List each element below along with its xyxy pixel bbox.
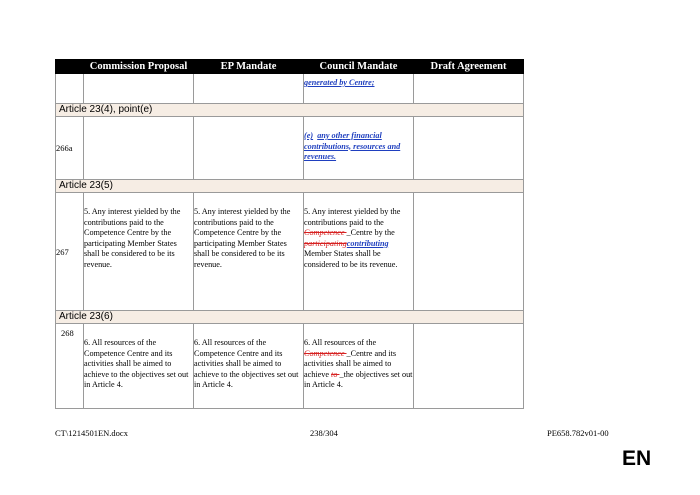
table-row bbox=[56, 117, 524, 180]
ep-cell: 6. All resources of the Competence Centre and its activities shall be aimed to achieve to the objectives set out in Article 4. bbox=[194, 324, 304, 409]
header-ep: EP Mandate bbox=[194, 60, 304, 74]
section-title: Article 23(6) bbox=[56, 311, 524, 324]
council-text: generated by Centre; bbox=[304, 78, 375, 87]
table-row bbox=[56, 324, 524, 409]
header-council: Council Mandate bbox=[304, 60, 414, 74]
footer-filename: CT\1214501EN.docx bbox=[55, 428, 128, 438]
council-cell: 6. All resources of the Competence _Centre and its activities shall be aimed to achieve to _the objectives set out in Article 4. bbox=[304, 324, 414, 409]
header-draft: Draft Agreement bbox=[414, 60, 524, 74]
row-number: 266a bbox=[56, 117, 84, 180]
table-row bbox=[56, 193, 524, 311]
council-cell: 5. Any interest yielded by the contributions paid to the Competence _Centre by the participatingcontributing Member States shall be considered to be its revenue. bbox=[304, 193, 414, 311]
council-cell: (e) any other financial contributions, resources and revenues. bbox=[304, 117, 414, 180]
table-row bbox=[56, 74, 524, 104]
row-number: 267 bbox=[56, 193, 84, 311]
commission-cell: 6. All resources of the Competence Centre and its activities shall be aimed to achieve to the objectives set out in Article 4. bbox=[84, 324, 194, 409]
footer-reference: PE658.782v01-00 bbox=[547, 428, 609, 438]
header-num bbox=[56, 60, 84, 74]
language-code: EN bbox=[622, 447, 652, 470]
comparison-table bbox=[55, 59, 524, 409]
ep-cell: 5. Any interest yielded by the contributions paid to the Competence Centre by the participating Member States shall be considered to be its revenue. bbox=[194, 193, 304, 311]
header-commission: Commission Proposal bbox=[84, 60, 194, 74]
commission-cell: 5. Any interest yielded by the contributions paid to the Competence Centre by the participating Member States shall be considered to be its revenue. bbox=[84, 193, 194, 311]
section-row bbox=[56, 104, 524, 117]
footer-page-number: 238/304 bbox=[310, 428, 338, 438]
section-row bbox=[56, 311, 524, 324]
header-row bbox=[56, 60, 524, 74]
row-number: 268 bbox=[56, 324, 84, 409]
section-title: Article 23(4), point(e) bbox=[56, 104, 524, 117]
section-title: Article 23(5) bbox=[56, 180, 524, 193]
section-row bbox=[56, 180, 524, 193]
